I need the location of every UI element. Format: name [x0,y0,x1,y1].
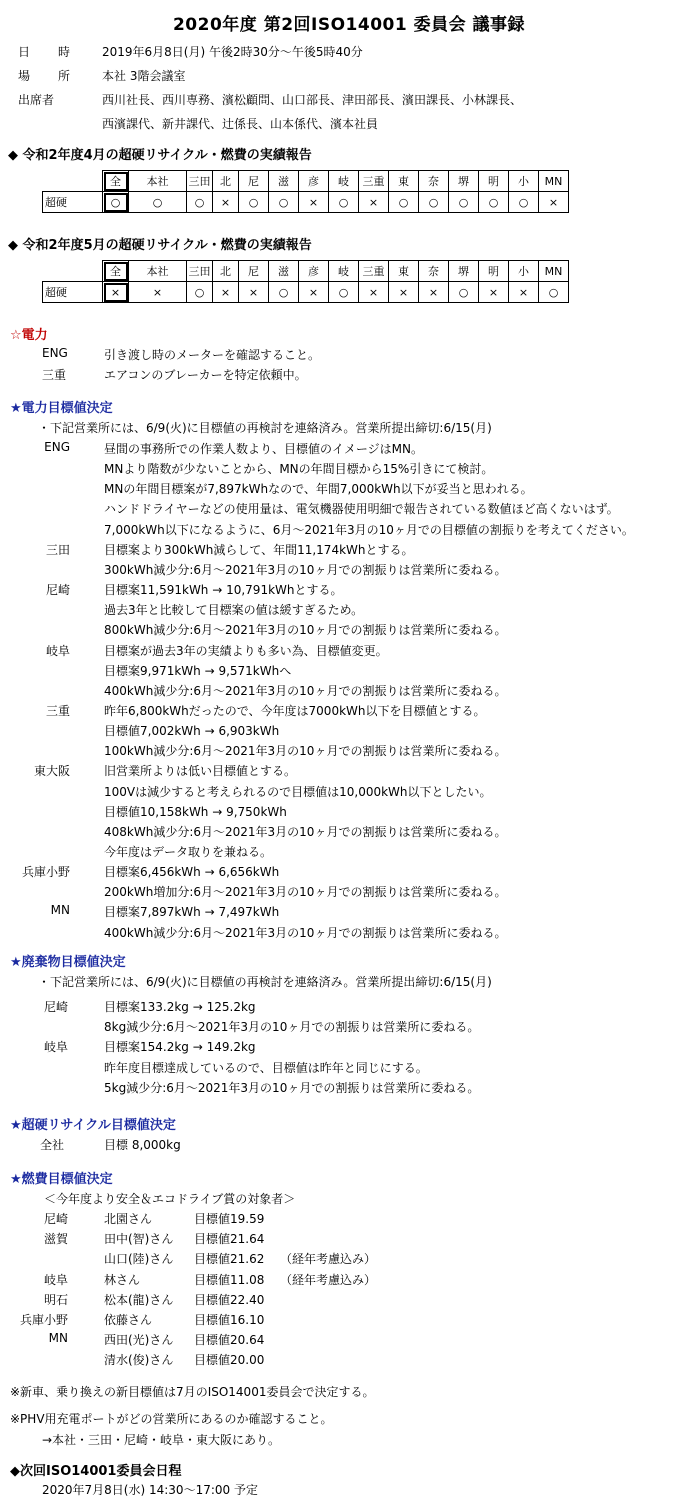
fuel-person: 西田(光)さん [104,1333,174,1348]
fuel-person: 依藤さん [104,1313,153,1327]
line-text: 昼間の事務所での作業人数より、目標値のイメージはMN。 [104,442,423,456]
table-header-cell: 滋 [269,261,299,282]
line-text: 400kWh減少分:6月～2021年3月の10ヶ月での割振りは営業所に委ねる。 [104,683,507,698]
line-text: 目標案11,591kWh → 10,791kWhとする。 [104,583,343,598]
line-text: 目標案133.2kg → 125.2kg [104,1000,256,1014]
waste-target-heading: ★廃棄物目標値決定 [10,955,126,970]
line-text: 目標案7,897kWh → 7,497kWh [104,905,280,920]
fuel-target-value: 目標値21.62 [194,1252,265,1267]
table-header-cell: 小 [509,261,539,282]
table-header-cell: 三重 [359,171,389,192]
meta-value: 2019年6月8日(月) 午後2時30分～午後5時40分 [102,45,363,59]
table-header-cell: 東 [389,261,419,282]
meta-attendees-cont [18,112,379,136]
table-header-cell: 本社 [129,261,187,282]
line-text: MNの年間目標案が7,897kWhなので、年間7,000kWh以下が妥当と思われる。 [104,482,533,497]
branch-label: 尼崎 [45,583,70,598]
table-value-cell: ○ [479,192,509,213]
branch-label: 尼崎 [43,1000,68,1014]
table-header-cell: 三田 [187,171,213,192]
branch-label: 岐阜 [43,1040,68,1055]
line-text: 目標案より300kWh減らして、年間11,174kWhとする。 [104,542,414,557]
line-text: 目標値7,002kWh → 6,903kWh [104,724,280,739]
line-text: 目標案6,456kWh → 6,656kWh [104,865,280,880]
fuel-person: 田中(智)さん [104,1232,174,1247]
table-header-cell: MN [539,171,569,192]
table-header-cell: 全 [103,171,129,192]
meta-attendees [18,88,523,112]
table-value-cell: ○ [187,192,213,213]
fuel-person: 松本(龍)さん [104,1292,174,1307]
meta-value: 本社 3階会議室 [102,69,186,83]
table-value-cell: × [419,282,449,303]
table-value-cell: ○ [419,192,449,213]
table-value-cell: ○ [269,282,299,303]
branch-label: MN [50,903,70,918]
table-value-cell: ○ [509,192,539,213]
table-header-cell: 北 [213,261,239,282]
line-text: 目標値10,158kWh → 9,750kWh [104,804,287,819]
branch-label: 三重 [45,703,70,718]
fuel-branch: 兵庫小野 [19,1313,68,1327]
note-phv-answer: →本社・三田・尼崎・岐阜・東大阪にあり。 [42,1433,281,1447]
fuel-target-value: 目標値16.10 [194,1313,265,1327]
table-value-cell: × [359,192,389,213]
fuel-person: 山口(陸)さん [104,1252,174,1267]
line-text: 400kWh減少分:6月～2021年3月の10ヶ月での割振りは営業所に委ねる。 [104,925,507,940]
table-header-cell: MN [539,261,569,282]
branch-label: 兵庫小野 [21,865,70,880]
branch-label: 岐阜 [45,643,70,658]
table-value-cell: × [213,282,239,303]
table-value-cell: ○ [239,192,269,213]
table-value-cell: ○ [269,192,299,213]
table-value-cell: ○ [103,192,129,213]
line-text: 7,000kWh以下になるように、6月～2021年3月の10ヶ月での目標値の割振りを考えてください。 [104,522,634,537]
table-row-label: 超硬 [43,192,103,213]
fuel-person: 北園さん [104,1212,153,1226]
meta-value: 西濱課代、新井課代、辻係長、山本係代、濱本社員 [102,117,379,131]
table-header-cell: 東 [389,171,419,192]
note-new-car: ※新車、乗り換えの新目標値は7月のISO14001委員会で決定する。 [10,1385,375,1399]
table-corner [43,171,103,192]
meta-value: 西川社長、西川専務、濱松顧問、山口部長、津田部長、濱田課長、小林課長、 [102,93,523,107]
next-meeting-text: 2020年7月8日(水) 14:30～17:00 予定 [42,1483,258,1497]
table-value-cell: ○ [449,192,479,213]
fuel-target-value: 目標値20.64 [194,1333,265,1348]
line-text: 今年度はデータ取りを兼ねる。 [104,845,273,859]
table-header-cell: 本社 [129,171,187,192]
table-corner [43,261,103,282]
fuel-target-heading: ★燃費目標値決定 [10,1172,113,1187]
line-text: 過去3年と比較して目標案の値は緩すぎるため。 [104,603,364,618]
fuel-branch: 明石 [43,1292,68,1307]
branch-label: ENG [44,440,70,454]
meta-key: 出席者 [18,93,55,107]
fuel-target-extra: （経年考慮込み） [280,1272,377,1287]
line-text: 目標案9,971kWh → 9,571kWhへ [104,663,292,678]
table-value-cell: × [509,282,539,303]
denryoku-text: 引き渡し時のメーターを確認すること。 [104,348,321,362]
table-header-cell: 奈 [419,171,449,192]
table-value-cell: ○ [129,192,187,213]
fuel-target-value: 目標値19.59 [194,1212,265,1226]
line-text: 300kWh減少分:6月～2021年3月の10ヶ月での割振りは営業所に委ねる。 [104,562,507,577]
table-value-cell: × [239,282,269,303]
waste-target-intro: ・下記営業所には、6/9(火)に目標値の再検討を連絡済み。営業所提出締切:6/15(月) [38,975,492,989]
may-report-heading: ◆ 令和2年度5月の超硬リサイクル・燃費の実績報告 [8,238,312,253]
line-text: ハンドドライヤーなどの使用量は、電気機器使用明細で報告されている数値ほど高くないはず。 [104,502,619,517]
fuel-target-value: 目標値20.00 [194,1353,265,1368]
table-header-cell: 岐 [329,261,359,282]
table-header-cell: 小 [509,171,539,192]
table-header-cell: 岐 [329,171,359,192]
meta-key: 日 時 [18,45,79,59]
line-text: 100Vは減少すると考えられるので目標値は10,000kWh以下としたい。 [104,784,492,799]
table-value-cell: ○ [187,282,213,303]
table-value-cell: × [479,282,509,303]
line-text: 408kWh減少分:6月～2021年3月の10ヶ月での割振りは営業所に委ねる。 [104,824,507,839]
fuel-branch: 尼崎 [43,1212,68,1226]
table-header-cell: 三重 [359,261,389,282]
line-text: 200kWh増加分:6月～2021年3月の10ヶ月での割振りは営業所に委ねる。 [104,885,507,900]
line-text: 5kg減少分:6月～2021年3月の10ヶ月での割振りは営業所に委ねる。 [104,1080,480,1095]
branch-label: 三田 [45,542,70,557]
table-header-cell: 堺 [449,171,479,192]
line-text: 昨年6,800kWhだったので、今年度は7000kWh以下を目標値とする。 [104,703,486,718]
table-value-cell: ○ [329,192,359,213]
table-header-cell: 滋 [269,171,299,192]
table-header-cell: 彦 [299,261,329,282]
fuel-person: 林さん [104,1272,141,1287]
table-header-cell: 明 [479,261,509,282]
table-header-cell: 全 [103,261,129,282]
next-meeting-heading: ◆次回ISO14001委員会日程 [10,1464,182,1479]
table-row-label: 超硬 [43,282,103,303]
table-header-cell: 堺 [449,261,479,282]
table-value-cell: ○ [329,282,359,303]
april-report-heading: ◆ 令和2年度4月の超硬リサイクル・燃費の実績報告 [8,148,312,163]
carbide-target-heading: ★超硬リサイクル目標値決定 [10,1118,176,1133]
line-text: 目標案が過去3年の実績よりも多い為、目標値変更。 [104,643,388,658]
table-value-cell: × [129,282,187,303]
denryoku-label: 三重 [42,368,67,382]
meta-place [18,64,186,88]
fuel-branch: 滋賀 [43,1232,68,1247]
line-text: 旧営業所よりは低い目標値とする。 [104,764,297,779]
table-header-cell: 尼 [239,261,269,282]
fuel-target-value: 目標値11.08 [194,1272,265,1287]
meta-datetime [18,40,363,64]
fuel-branch: 岐阜 [43,1272,68,1287]
fuel-branch: MN [48,1331,68,1346]
power-target-heading: ★電力目標値決定 [10,401,113,416]
carbide-target-label: 全社 [40,1138,65,1152]
power-target-intro: ・下記営業所には、6/9(火)に目標値の再検討を連絡済み。営業所提出締切:6/15(月) [38,421,492,435]
table-value-cell: × [299,282,329,303]
table-header-cell: 奈 [419,261,449,282]
fuel-target-value: 目標値21.64 [194,1232,265,1247]
denryoku-label: ENG [42,346,68,360]
table-header-cell: 北 [213,171,239,192]
table-header-cell: 明 [479,171,509,192]
line-text: MNより階数が少ないことから、MNの年間目標から15%引きにて検討。 [104,462,494,477]
april-report-table [42,170,569,213]
line-text: 目標案154.2kg → 149.2kg [104,1040,256,1055]
table-value-cell: × [213,192,239,213]
carbide-target-text: 目標 8,000kg [104,1138,181,1152]
table-value-cell: × [299,192,329,213]
table-value-cell: ○ [539,282,569,303]
table-value-cell: × [389,282,419,303]
meta-key: 場 所 [18,69,79,83]
table-header-cell: 彦 [299,171,329,192]
branch-label: 東大阪 [33,764,70,779]
line-text: 昨年度目標達成しているので、目標値は昨年と同じにする。 [104,1060,428,1075]
fuel-target-extra: （経年考慮込み） [280,1252,377,1267]
line-text: 800kWh減少分:6月～2021年3月の10ヶ月での割振りは営業所に委ねる。 [104,623,507,638]
table-value-cell: × [359,282,389,303]
denryoku-text: エアコンのブレーカーを特定依頼中。 [104,368,307,382]
line-text: 100kWh減少分:6月～2021年3月の10ヶ月での割振りは営業所に委ねる。 [104,744,507,759]
table-header-cell: 尼 [239,171,269,192]
table-header-cell: 三田 [187,261,213,282]
table-value-cell: ○ [449,282,479,303]
fuel-person: 清水(俊)さん [104,1353,174,1368]
denryoku-heading: ☆電力 [10,328,48,343]
fuel-target-value: 目標値22.40 [194,1292,265,1307]
may-report-table [42,260,569,303]
page-title: 2020年度 第2回ISO14001 委員会 議事録 [172,15,526,35]
note-phv: ※PHV用充電ポートがどの営業所にあるのか確認すること。 [10,1412,333,1426]
table-value-cell: × [103,282,129,303]
table-value-cell: × [539,192,569,213]
line-text: 8kg減少分:6月～2021年3月の10ヶ月での割振りは営業所に委ねる。 [104,1020,480,1035]
fuel-target-note: ＜今年度より安全＆エコドライブ賞の対象者＞ [44,1192,296,1206]
table-value-cell: ○ [389,192,419,213]
